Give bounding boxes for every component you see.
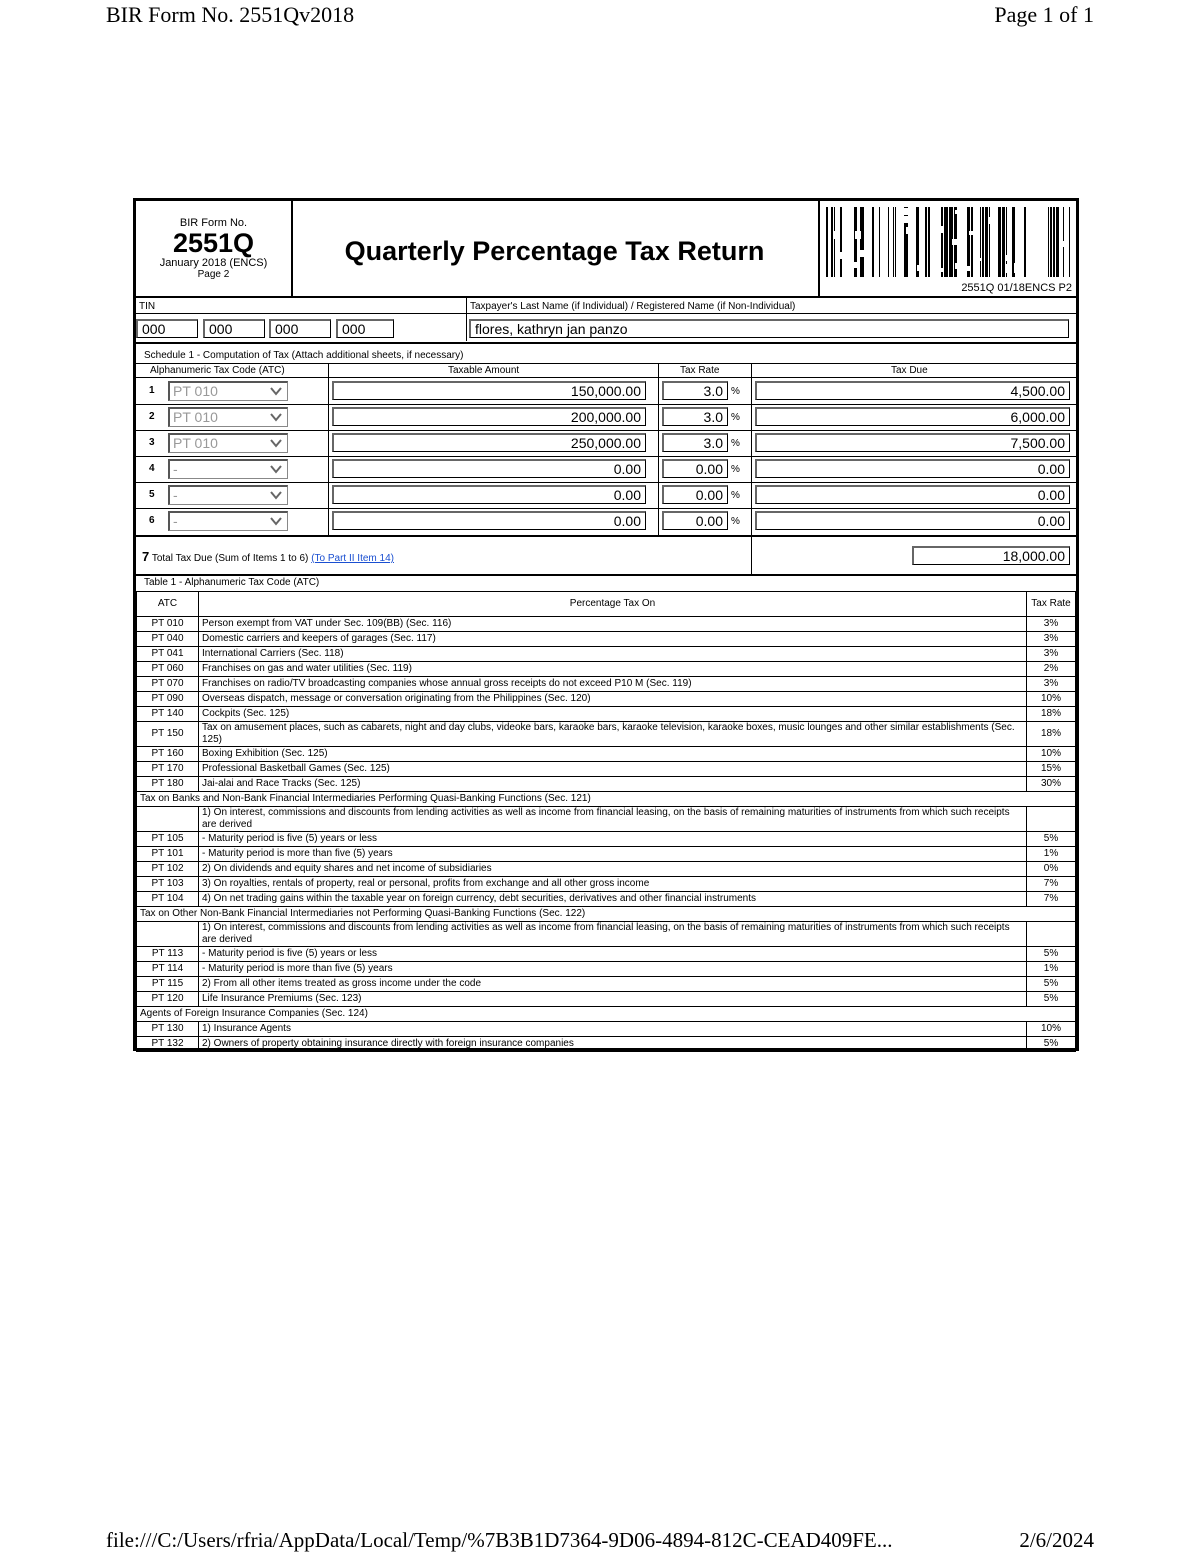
bir-form-label: BIR Form No.	[179, 217, 248, 229]
form-number: 2551Q	[172, 228, 255, 258]
atc-rate: 30%	[1027, 777, 1076, 792]
atc-rate: 1%	[1027, 962, 1076, 977]
atc-row	[137, 647, 1076, 662]
atc-row	[137, 632, 1076, 647]
percent-sign: %	[731, 412, 740, 423]
barcode-gap	[931, 212, 938, 217]
tax-due-field[interactable]: 0.00	[755, 459, 1070, 478]
atc-code: PT 105	[137, 832, 199, 847]
atc-row	[137, 692, 1076, 707]
barcode-gap	[967, 266, 970, 271]
total-tax-due-text: Total Tax Due (Sum of Items 1 to 6)	[151, 553, 309, 564]
atc-row	[137, 617, 1076, 632]
atc-select[interactable]	[168, 433, 288, 453]
tax-rate-field[interactable]: 3.0	[662, 433, 728, 452]
tax-rate-field[interactable]: 0.00	[662, 459, 728, 478]
total-tax-due-label	[142, 549, 394, 564]
atc-description: Professional Basketball Games (Sec. 125)	[199, 762, 1027, 777]
chevron-down-icon	[269, 410, 283, 424]
taxpayer-name-label: Taxpayer's Last Name (if Individual) / Registered Name (if Non-Individual)	[470, 301, 796, 312]
section-banks: Tax on Banks and Non-Bank Financial Intermediaries Performing Quasi-Banking Functions (Sec. 121)	[137, 792, 1076, 807]
atc-rate: 10%	[1027, 1022, 1076, 1037]
atc-rate: 5%	[1027, 1037, 1076, 1052]
percentage-tax-header: Percentage Tax On	[199, 592, 1027, 617]
print-header-page: Page 1 of 1	[994, 2, 1094, 27]
barcode-bar	[971, 207, 973, 277]
atc-select[interactable]	[168, 459, 288, 479]
atc-description: Cockpits (Sec. 125)	[199, 707, 1027, 722]
taxable-amount-field[interactable]: 200,000.00	[332, 407, 646, 426]
atc-code: PT 040	[137, 632, 199, 647]
barcode-gap	[885, 222, 887, 227]
barcode-gap	[854, 262, 859, 268]
atc-select[interactable]	[168, 381, 288, 401]
atc-rate: 5%	[1027, 992, 1076, 1007]
tax-due-field[interactable]: 0.00	[755, 511, 1070, 530]
atc-header: ATC	[137, 592, 199, 617]
atc-row	[137, 1037, 1076, 1052]
percent-sign: %	[731, 516, 740, 527]
form-title: Quarterly Percentage Tax Return	[344, 236, 765, 266]
atc-code: PT 090	[137, 692, 199, 707]
atc-rate: 18%	[1027, 707, 1076, 722]
atc-code: PT 104	[137, 892, 199, 907]
atc-select-value: PT 010	[173, 435, 218, 451]
tax-rate-field[interactable]: 0.00	[662, 485, 728, 504]
atc-code: PT 130	[137, 1022, 199, 1037]
atc-code: PT 103	[137, 877, 199, 892]
barcode-gap	[955, 263, 960, 269]
barcode-gap	[1006, 264, 1010, 273]
barcode-gap	[919, 208, 921, 216]
barcode-gap	[901, 208, 908, 215]
atc-rate: 2%	[1027, 662, 1076, 677]
row-number: 1	[149, 385, 155, 396]
atc-select-value: -	[173, 487, 178, 503]
atc-rate: 18%	[1027, 722, 1076, 747]
barcode-bar	[1069, 207, 1070, 277]
tax-rate-field[interactable]: 3.0	[662, 381, 728, 400]
atc-row	[137, 662, 1076, 677]
tax-due-field[interactable]: 0.00	[755, 485, 1070, 504]
barcode-gap	[1015, 250, 1018, 257]
barcode-bar	[944, 207, 948, 277]
tin-part-2[interactable]: 000	[203, 319, 265, 338]
table1-title: Table 1 - Alphanumeric Tax Code (ATC)	[144, 577, 320, 588]
barcode-bar	[980, 207, 981, 277]
barcode-bar	[879, 207, 880, 277]
tin-part-1[interactable]: 000	[136, 319, 198, 338]
atc-description: 2) Owners of property obtaining insurance directly with foreign insurance companies	[199, 1037, 1027, 1052]
barcode-bar	[893, 207, 894, 277]
barcode-gap	[955, 210, 959, 214]
barcode-gap	[938, 268, 943, 272]
nonbanks-intro: 1) On interest, commissions and discounts from lending activities as well as income from financial leasing, on the basis of remaining maturities of instruments from which such receipts are derived	[199, 922, 1027, 947]
tax-rate-header: Tax Rate	[1027, 592, 1076, 617]
atc-rate: 3%	[1027, 647, 1076, 662]
atc-select[interactable]	[168, 407, 288, 427]
atc-rate: 5%	[1027, 977, 1076, 992]
barcode-gap	[941, 226, 944, 233]
barcode-gap	[855, 231, 861, 239]
atc-description: 2) From all other items treated as gross income under the code	[199, 977, 1027, 992]
row-number: 3	[149, 437, 155, 448]
barcode-gap	[903, 216, 910, 223]
atc-reference-table	[136, 591, 1076, 1052]
atc-row	[137, 777, 1076, 792]
taxable-amount-field[interactable]: 250,000.00	[332, 433, 646, 452]
atc-select[interactable]	[168, 485, 288, 505]
percent-sign: %	[731, 464, 740, 475]
chevron-down-icon	[269, 436, 283, 450]
col-rate-header: Tax Rate	[680, 365, 720, 376]
barcode-gap	[834, 231, 837, 239]
percent-sign: %	[731, 490, 740, 501]
barcode-bar	[834, 207, 835, 277]
barcode-gap	[1014, 263, 1019, 273]
taxable-amount-field[interactable]: 0.00	[332, 511, 646, 530]
barcode-gap	[1059, 241, 1064, 247]
tax-due-field[interactable]: 4,500.00	[755, 381, 1070, 400]
tin-label: TIN	[139, 301, 156, 312]
barcode-bar	[928, 207, 930, 277]
col-amount-header: Taxable Amount	[448, 365, 520, 376]
atc-code: PT 113	[137, 947, 199, 962]
barcode-code: 2551Q 01/18ENCS P2	[961, 282, 1072, 294]
atc-rate: 7%	[1027, 877, 1076, 892]
barcode-gap	[1043, 249, 1047, 259]
atc-code: PT 041	[137, 647, 199, 662]
form-id-box	[136, 201, 293, 296]
tax-due-field[interactable]: 7,500.00	[755, 433, 1070, 452]
atc-code: PT 070	[137, 677, 199, 692]
print-header-title: BIR Form No. 2551Qv2018	[106, 2, 355, 27]
tax-rate-field[interactable]: 0.00	[662, 511, 728, 530]
atc-rate: 15%	[1027, 762, 1076, 777]
tax-due-field[interactable]: 6,000.00	[755, 407, 1070, 426]
atc-description: Life Insurance Premiums (Sec. 123)	[199, 992, 1027, 1007]
atc-description: Boxing Exhibition (Sec. 125)	[199, 747, 1027, 762]
atc-code: PT 101	[137, 847, 199, 862]
atc-row	[137, 832, 1076, 847]
tin-part-4[interactable]: 000	[336, 319, 394, 338]
atc-row	[137, 762, 1076, 777]
atc-row	[137, 892, 1076, 907]
atc-code: PT 150	[137, 722, 199, 747]
chevron-down-icon	[269, 384, 283, 398]
atc-select-value: PT 010	[173, 383, 218, 399]
barcode-gap	[1006, 255, 1011, 261]
atc-description: Franchises on gas and water utilities (Sec. 119)	[199, 662, 1027, 677]
atc-description: 2) On dividends and equity shares and net income of subsidiaries	[199, 862, 1027, 877]
atc-code: PT 102	[137, 862, 199, 877]
barcode-bar	[941, 207, 943, 277]
atc-description: International Carriers (Sec. 118)	[199, 647, 1027, 662]
atc-row	[137, 707, 1076, 722]
bir-form-2551q	[133, 198, 1079, 1051]
atc-code: PT 114	[137, 962, 199, 977]
form-edition: January 2018 (ENCS)	[159, 257, 268, 269]
atc-description: - Maturity period is five (5) years or less	[199, 832, 1027, 847]
barcode-bar	[925, 207, 927, 277]
tin-part-3[interactable]: 000	[269, 319, 331, 338]
percent-sign: %	[731, 438, 740, 449]
atc-row	[137, 722, 1076, 747]
section-insurance: Agents of Foreign Insurance Companies (Sec. 124)	[137, 1007, 1076, 1022]
barcode-gap	[917, 265, 923, 271]
chevron-down-icon	[269, 514, 283, 528]
atc-rate: 10%	[1027, 692, 1076, 707]
barcode-gap	[846, 215, 850, 225]
barcode-gap	[881, 245, 888, 255]
barcode-gap	[840, 252, 844, 259]
atc-rate: 3%	[1027, 677, 1076, 692]
atc-rate: 1%	[1027, 847, 1076, 862]
atc-description: 4) On net trading gains within the taxable year on foreign currency, debt securities, derivatives and other financial instruments	[199, 892, 1027, 907]
barcode-bar	[1024, 207, 1026, 277]
barcode-image	[826, 207, 1072, 277]
barcode-bar	[1056, 207, 1059, 277]
barcode-gap	[906, 227, 911, 234]
barcode-bar	[826, 207, 828, 277]
col-atc-header: Alphanumeric Tax Code (ATC)	[150, 365, 285, 376]
atc-description: 1) Insurance Agents	[199, 1022, 1027, 1037]
atc-code: PT 010	[137, 617, 199, 632]
barcode-bar	[982, 207, 984, 277]
barcode-bar	[895, 207, 896, 277]
atc-row	[137, 862, 1076, 877]
taxable-amount-field[interactable]: 150,000.00	[332, 381, 646, 400]
barcode-gap	[857, 250, 864, 257]
atc-code: PT 060	[137, 662, 199, 677]
tax-rate-field[interactable]: 3.0	[662, 407, 728, 426]
atc-description: Tax on amusement places, such as cabarets, night and day clubs, videoke bars, karaoke bars, karaoke television, karaoke boxes, music lounges and other similar establishments (Sec. 125)	[199, 722, 1027, 747]
barcode-box	[818, 201, 1078, 296]
schedule1-title: Schedule 1 - Computation of Tax (Attach additional sheets, if necessary)	[144, 350, 464, 361]
chevron-down-icon	[269, 488, 283, 502]
atc-code: PT 132	[137, 1037, 199, 1052]
row-number: 5	[149, 489, 155, 500]
print-footer-path: file:///C:/Users/rfria/AppData/Local/Temp/%7B3B1D7364-9D06-4894-812C-CEAD409FE...	[106, 1528, 893, 1552]
barcode-bar	[831, 207, 833, 277]
atc-row	[137, 677, 1076, 692]
percent-sign: %	[731, 386, 740, 397]
atc-rate: 3%	[1027, 617, 1076, 632]
chevron-down-icon	[269, 462, 283, 476]
atc-code: PT 120	[137, 992, 199, 1007]
total-item-number: 7	[142, 549, 150, 564]
total-tax-due-field[interactable]: 18,000.00	[912, 546, 1070, 565]
row-number: 6	[149, 515, 155, 526]
atc-select-value: -	[173, 461, 178, 477]
atc-row	[137, 747, 1076, 762]
atc-table-header	[137, 592, 1076, 617]
atc-description: - Maturity period is five (5) years or less	[199, 947, 1027, 962]
atc-rate: 5%	[1027, 947, 1076, 962]
atc-row	[137, 962, 1076, 977]
barcode-gap	[1037, 251, 1039, 256]
row-number: 2	[149, 411, 155, 422]
atc-description: Domestic carriers and keepers of garages (Sec. 117)	[199, 632, 1027, 647]
form-page: Page 2	[197, 269, 230, 280]
barcode-bar	[860, 207, 864, 277]
atc-rate: 10%	[1027, 747, 1076, 762]
atc-description: Franchises on radio/TV broadcasting companies whose annual gross receipts do not exceed P10 M (Sec. 119)	[199, 677, 1027, 692]
atc-rate: 0%	[1027, 862, 1076, 877]
to-part2-item14-link[interactable]: (To Part II Item 14)	[311, 553, 394, 564]
atc-select-value: -	[173, 513, 178, 529]
atc-select-value: PT 010	[173, 409, 218, 425]
barcode-gap	[988, 217, 991, 224]
atc-description: Jai-alai and Race Tracks (Sec. 125)	[199, 777, 1027, 792]
atc-select[interactable]	[168, 511, 288, 531]
banks-intro: 1) On interest, commissions and discounts from lending activities as well as income from financial leasing, on the basis of remaining maturities of instruments from which such receipts are derived	[199, 807, 1027, 832]
atc-row	[137, 877, 1076, 892]
print-footer-date: 2/6/2024	[1019, 1528, 1094, 1552]
atc-code: PT 160	[137, 747, 199, 762]
barcode-bar	[888, 207, 889, 277]
atc-row	[137, 977, 1076, 992]
atc-row	[137, 947, 1076, 962]
section-nonbanks: Tax on Other Non-Bank Financial Intermediaries not Performing Quasi-Banking Functions (Sec. 122)	[137, 907, 1076, 922]
taxable-amount-field[interactable]: 0.00	[332, 485, 646, 504]
barcode-gap	[978, 258, 982, 261]
atc-code: PT 180	[137, 777, 199, 792]
atc-description: 3) On royalties, rentals of property, real or personal, profits from exchange and all other gross income	[199, 877, 1027, 892]
taxable-amount-field[interactable]: 0.00	[332, 459, 646, 478]
atc-code: PT 140	[137, 707, 199, 722]
col-due-header: Tax Due	[891, 365, 928, 376]
atc-description: Person exempt from VAT under Sec. 109(BB) (Sec. 116)	[199, 617, 1027, 632]
atc-rate: 3%	[1027, 632, 1076, 647]
barcode-bar	[1048, 207, 1049, 277]
barcode-bar	[840, 207, 842, 277]
atc-description: - Maturity period is more than five (5) years	[199, 962, 1027, 977]
barcode-gap	[1042, 213, 1046, 217]
form-title-block	[136, 201, 1076, 298]
barcode-bar	[998, 207, 1001, 277]
atc-row	[137, 1022, 1076, 1037]
barcode-gap	[1038, 232, 1042, 240]
atc-description: Overseas dispatch, message or conversation originating from the Philippines (Sec. 120)	[199, 692, 1027, 707]
atc-code: PT 170	[137, 762, 199, 777]
taxpayer-name-field[interactable]: flores, kathryn jan panzo	[469, 319, 1069, 338]
atc-row	[137, 847, 1076, 862]
barcode-gap	[952, 239, 957, 245]
atc-row	[137, 992, 1076, 1007]
atc-rate: 5%	[1027, 832, 1076, 847]
barcode-bar	[1053, 207, 1055, 277]
barcode-bar	[872, 207, 874, 277]
barcode-bar	[985, 207, 988, 277]
barcode-gap	[1030, 208, 1035, 213]
atc-description: - Maturity period is more than five (5) years	[199, 847, 1027, 862]
atc-code: PT 115	[137, 977, 199, 992]
barcode-gap	[909, 267, 915, 274]
barcode-bar	[1002, 207, 1005, 277]
barcode-bar	[1050, 207, 1052, 277]
row-number: 4	[149, 463, 155, 474]
barcode-gap	[922, 238, 925, 241]
atc-rate: 7%	[1027, 892, 1076, 907]
barcode-gap	[969, 231, 975, 235]
